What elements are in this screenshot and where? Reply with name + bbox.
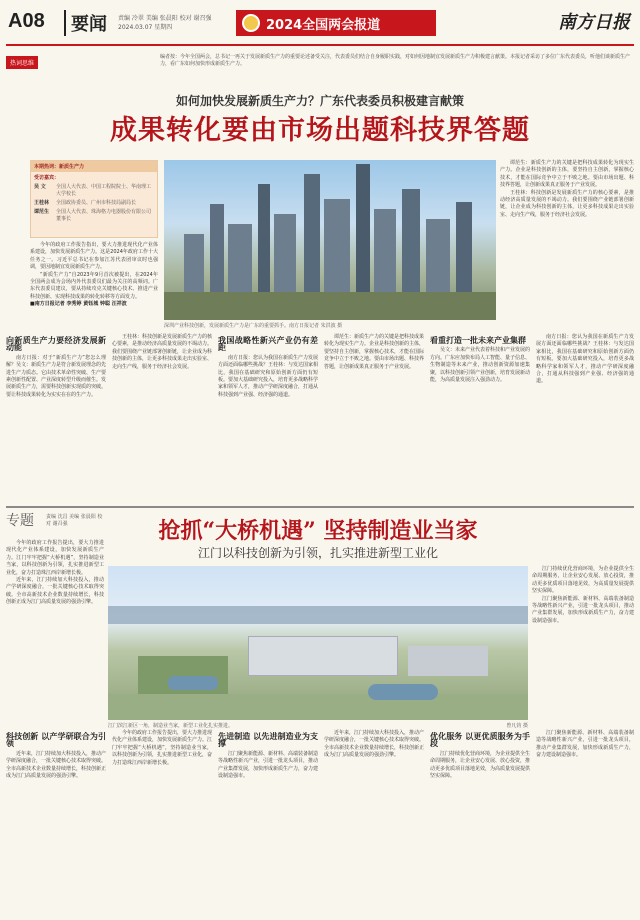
paragraph: 南方日报：您认为我国在新质生产力发展方面还面临哪些挑战？王桂林：与发达国家相比，我国在基础研究和原始创新方面仍有短板。要加大基础研究投入，培育更多战略科学家和领军人才，推动产学研深度融合，打通从科技强到产业强、经济强的通道。: [218, 354, 319, 398]
subheading: 向新质生产力要经济发展新动能: [6, 335, 106, 353]
article2-lead-column: [6, 540, 104, 607]
paragraph: 近年来，江门持续加大科技投入，推动产学研深度融合，一批关键核心技术取得突破。全市高新技术企业数量持续增长，科技创新正成为江门高质量发展的强劲引擎。: [6, 750, 107, 780]
paragraph: 谭范生：新质生产力的关键是把科技成果转化为现实生产力。企业是科技创新的主体，要坚持自主创新，掌握核心技术，才能在国际竞争中立于不败之地。要由市场出题、科技界答题，让创新成果真正服务于产业发展。: [500, 160, 634, 189]
article1-column-3: [218, 334, 318, 399]
subheading: 我国战略性新兴产业仍有差距: [218, 335, 318, 353]
infobox-subtitle: 受访嘉宾：: [34, 175, 60, 181]
article2-side-column: [532, 566, 634, 625]
article1-column-2: [112, 334, 212, 371]
photo-caption: [108, 722, 528, 729]
article1-column-5: [430, 334, 530, 384]
paragraph: 今年的政府工作报告提出，要大力推进现代化产业体系建设，加快发展新质生产力。江门牢牢把握“大桥机遇”，坚持制造业当家，以科技创新为引领，扎实推进新型工业化，奋力打造珠江西岸新增长极。: [112, 730, 213, 766]
paragraph: 江门聚焦新能源、新材料、高端装备制造等战略性新兴产业，引进一批龙头项目，推动产业集群发展，加快形成新质生产力，奋力建设制造强市。: [536, 730, 634, 759]
article1-column-4: [324, 334, 424, 371]
paragraph: 江门聚焦新能源、新材料、高端装备制造等战略性新兴产业，引进一批龙头项目，推动产业集群发展，加快形成新质生产力，奋力建设制造强市。: [218, 750, 319, 780]
banner-text: 2024全国两会报道: [266, 17, 381, 33]
paragraph: 王桂林：科技创新是发展新质生产力的核心要素，是推动经济高质量发展的不竭动力。我们要围绕产业链部署创新链，让企业成为科技创新的主体，让更多科技成果走出实验室、走向生产线，服务于经济社会发展。: [112, 334, 213, 370]
paragraph: 南方日报：对于“新质生产力”您怎么理解？吴文：新质生产力是符合新发展理念的先进生产力质态。它由技术革命性突破、生产要素创新性配置、产业深度转型升级而催生。发展新质生产力，需要科技创新实现质的突破。要让科技成果转化为实实在在的生产力。: [6, 354, 107, 398]
guest-role: 全国人大代表、中国工程院院士、华南理工大学校长: [56, 184, 152, 197]
article2-column-6: [536, 730, 634, 760]
two-sessions-banner: [236, 10, 436, 36]
meta-line-2: 2024.03.07 星期四: [118, 24, 173, 31]
subheading: 科技创新 以产学研联合为引领: [6, 731, 106, 749]
paragraph: 江门持续优化营商环境，为企业提供全生命周期服务，让企业安心发展、放心投资，推动更多优质项目落地见效，为高质量发展提供坚实保障。: [532, 566, 634, 595]
photo-caption: 深圳产业科技创新，发展新质生产力是广东的重要抓手。南方日报记者 朱洪波 摄: [164, 323, 343, 329]
paragraph: 江门聚焦新能源、新材料、高端装备制造等战略性新兴产业，引进一批龙头项目，推动产业集群发展，加快形成新质生产力，奋力建设制造强市。: [532, 595, 634, 624]
article1-kicker: 如何加快发展新质生产力？广东代表委员积极建言献策: [175, 94, 464, 108]
feature-section-label: 专题: [6, 513, 34, 529]
guest-name: 王桂林: [34, 200, 50, 206]
article1-headline: 成果转化要由市场出题科技界答题: [110, 115, 530, 146]
national-emblem-icon: [242, 14, 260, 32]
meta-line-1: 责编 冷翠 美编 张晨阳 校对 谢召强: [118, 15, 212, 22]
guest-name: 吴 文: [34, 184, 46, 190]
newspaper-logo: 南方日报: [558, 12, 630, 33]
paragraph: 近年来，江门持续加大科技投入，推动产学研深度融合，一批关键核心技术取得突破。全市高新技术企业数量持续增长，科技创新正成为江门高质量发展的强劲引擎。: [324, 730, 425, 759]
paragraph: 江门持续优化营商环境，为企业提供全生命周期服务，让企业安心发展、放心投资，推动更多优质项目落地见效，为高质量发展提供坚实保障。: [430, 750, 531, 780]
photo-caption-text: 江门滨江新区一角，制造业当家，新型工业化扎实推进。: [108, 723, 234, 729]
guest-row: [31, 183, 157, 199]
guest-name: 谭范生: [34, 209, 50, 215]
guest-row: [31, 208, 157, 224]
paragraph: 吴文：未来产业代表着科技和产业发展的方向。广东应加快布局人工智能、量子信息、生物制造等未来产业，推动创新资源加速集聚，以科技创新引领产业创新，培育发展新动能，为高质量发展注入强劲动力。: [430, 347, 531, 384]
guest-role: 全国人大代表、珠海格力电器股份有限公司董事长: [56, 209, 152, 222]
page-meta: [118, 14, 228, 32]
subheading: 优化服务 以更优质服务为手段: [430, 731, 530, 749]
city-skyline-photo: [164, 160, 496, 320]
article2-column-5: [430, 730, 530, 780]
infobox-title: 本期热词：新质生产力: [31, 161, 157, 172]
photo-credit: 曾凡钧 摄: [506, 723, 528, 729]
article1-column-6: [536, 334, 634, 386]
paragraph: 今年的政府工作报告提出，要大力推进现代化产业体系建设，加快发展新质生产力。江门牢牢把握“大桥机遇”，坚持制造业当家，以科技创新为引领，扎实推进新型工业化，奋力打造珠江西岸新增长极。: [6, 540, 104, 576]
page-number: A08: [8, 10, 45, 32]
masthead: [6, 6, 634, 46]
paragraph: 近年来，江门持续加大科技投入，推动产学研深度融合，一批关键核心技术取得突破。全市高新技术企业数量持续增长，科技创新正成为江门高质量发展的强劲引擎。: [6, 577, 104, 606]
guest-infobox: [30, 160, 158, 238]
guest-role: 全国政协委员、广州市科技局副局长: [56, 200, 137, 206]
article1-intro: [30, 242, 158, 309]
article2-column-3: [218, 730, 318, 780]
article1-column-1: [6, 334, 106, 399]
section-divider: [6, 506, 634, 508]
paragraph: 王桂林：科技创新是发展新质生产力的核心要素，是推动经济高质量发展的不竭动力。我们要围绕产业链部署创新链，让企业成为科技创新的主体，让更多科技成果走出实验室、走向生产线，服务于经济社会发展。: [500, 189, 634, 218]
paragraph: 谭范生：新质生产力的关键是把科技成果转化为现实生产力。企业是科技创新的主体，要坚持自主创新，掌握核心技术，才能在国际竞争中立于不败之地。要由市场出题、科技界答题，让创新成果真正服务于产业发展。: [324, 334, 425, 370]
section-name: 要闻: [64, 10, 107, 36]
paragraph: 南方日报：您认为我国在新质生产力发展方面还面临哪些挑战？王桂林：与发达国家相比，我国在基础研究和原始创新方面仍有短板。要加大基础研究投入，培育更多战略科学家和领军人才，推动产学研深度融合，打通从科技强到产业强、经济强的通道。: [536, 334, 634, 385]
editor-note: 编者按：今年全国两会，总书记一再关于发展新质生产力的重要论述备受关注，代表委员们结合自身履职实践，对如何因地制宜发展新质生产力积极建言献策。本报记者采访了多位广东代表委员，听他们谈新质生产力，看广东如何加快形成新质生产力。: [160, 54, 631, 67]
article2-column-1: [6, 730, 106, 780]
feature-meta: 责编 沈昌 美编 张晨阳 校对 谢召强: [46, 514, 103, 527]
article2-column-2: [112, 730, 212, 767]
byline: ■南方日报记者 李秀婷 黄钰城 钟聪 汪祥波: [30, 301, 127, 308]
article2-kicker: 江门以科技创新为引领，扎实推进新型工业化: [197, 546, 438, 560]
article2-headline: 抢抓“大桥机遇” 坚持制造业当家: [158, 518, 478, 544]
paragraph: “新质生产力”自2023年9月首次被提出，在2024年全国两会成为会场内外代表委员们最为关注的高频词。广东代表委员建议，要从持续攻克关键核心技术、推进产业科技创新、实现科技成果的转化转移等方面发力。: [30, 271, 158, 300]
article1-side-column: [500, 160, 634, 219]
subheading: 看重打造一批未来产业集群: [430, 335, 526, 345]
guest-row: [31, 199, 157, 208]
aerial-industrial-photo: [108, 566, 528, 720]
paragraph: 今年的政府工作报告指出，要大力推进现代化产业体系建设，加快发展新质生产力。这是2024年政府工作十大任务之一。习近平总书记在参加江苏代表团审议时也强调，要因地制宜发展新质生产力。: [30, 242, 158, 271]
subheading: 先进制造 以先进制造业为支撑: [218, 731, 318, 749]
article2-column-4: [324, 730, 424, 760]
lead-tag: 热词思维: [6, 56, 38, 69]
